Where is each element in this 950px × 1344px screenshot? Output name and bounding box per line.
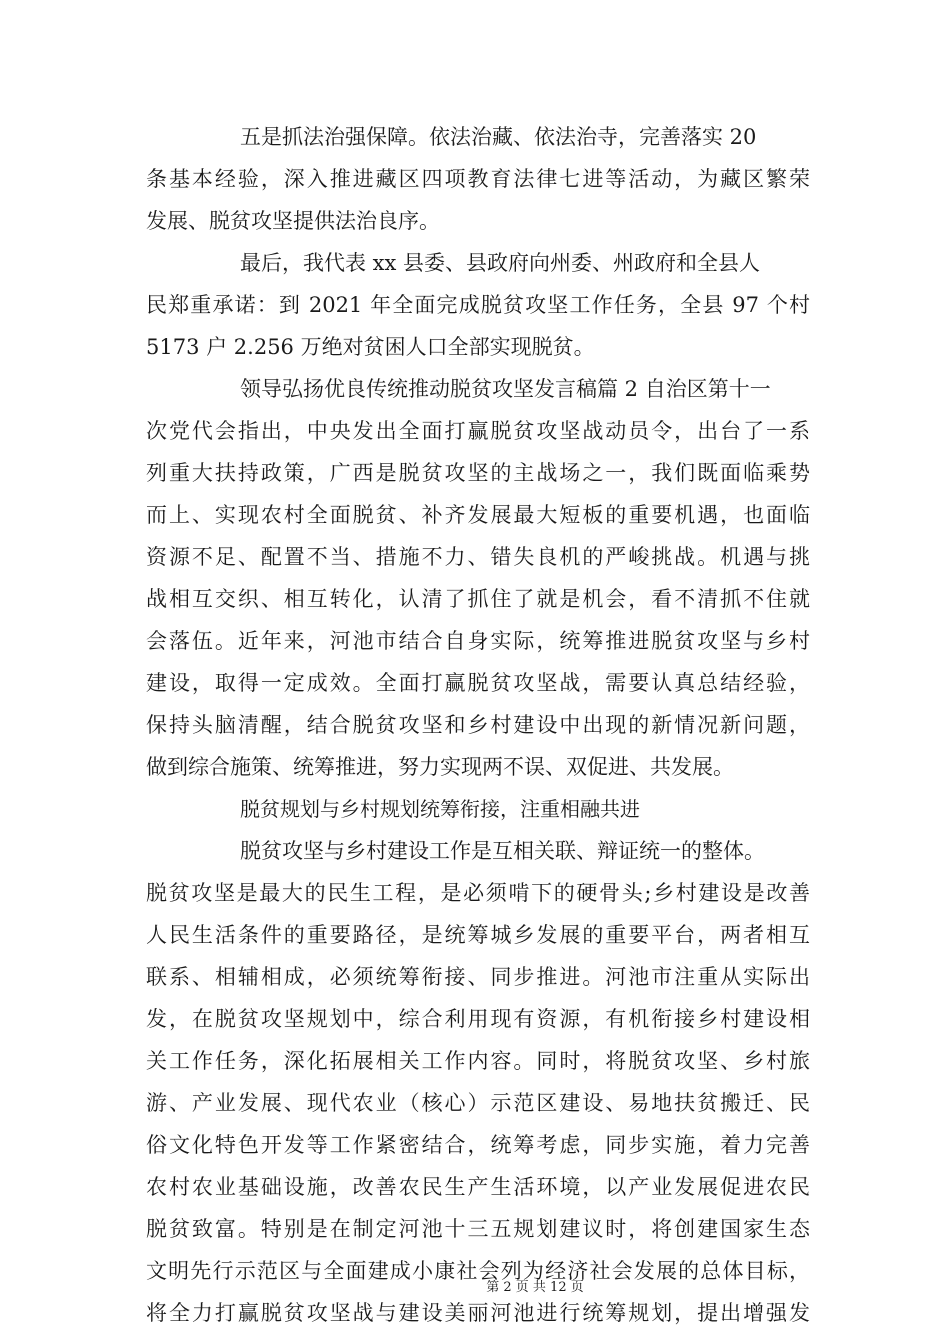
text-line: 会落伍。近年来，河池市结合自身实际，统筹推进脱贫攻坚与乡村 (146, 629, 810, 653)
text-line: 脱贫致富。特别是在制定河池十三五规划建议时，将创建国家生态 (146, 1217, 810, 1241)
text-line: 最后，我代表 xx 县委、县政府向州委、州政府和全县人 (240, 251, 761, 275)
text-line: 5173 户 2.256 万绝对贫困人口全部实现脱贫。 (146, 335, 595, 359)
text-line: 联系、相辅相成，必须统筹衔接、同步推进。河池市注重从实际出 (146, 965, 810, 989)
text-line: 关工作任务，深化拓展相关工作内容。同时，将脱贫攻坚、乡村旅 (146, 1049, 810, 1073)
text-line: 将全力打赢脱贫攻坚战与建设美丽河池进行统筹规划，提出增强发 (146, 1301, 810, 1325)
text-line: 脱贫攻坚与乡村建设工作是互相关联、辩证统一的整体。 (240, 839, 765, 863)
text-line: 俗文化特色开发等工作紧密结合，统筹考虑，同步实施，着力完善 (146, 1133, 810, 1157)
text-line: 民郑重承诺：到 2021 年全面完成脱贫攻坚工作任务，全县 97 个村 (146, 293, 810, 317)
page-number: 第 2 页 共 12 页 (486, 1280, 584, 1295)
section-heading: 脱贫规划与乡村规划统筹衔接，注重相融共进 (240, 797, 640, 821)
body-text (146, 116, 810, 1334)
text-line: 保持头脑清醒，结合脱贫攻坚和乡村建设中出现的新情况新问题， (146, 713, 810, 737)
text-line: 资源不足、配置不当、措施不力、错失良机的严峻挑战。机遇与挑 (146, 545, 810, 569)
text-line: 文明先行示范区与全面建成小康社会列为经济社会发展的总体目标， (146, 1259, 810, 1283)
text-line: 农村农业基础设施，改善农民生产生活环境，以产业发展促进农民 (146, 1175, 810, 1199)
text-line: 条基本经验，深入推进藏区四项教育法律七进等活动，为藏区繁荣 (146, 167, 810, 191)
text-line: 游、产业发展、现代农业（核心）示范区建设、易地扶贫搬迁、民 (146, 1091, 810, 1115)
text-line: 发，在脱贫攻坚规划中，综合利用现有资源，有机衔接乡村建设相 (146, 1007, 810, 1031)
text-line: 战相互交织、相互转化，认清了抓住了就是机会，看不清抓不住就 (146, 587, 810, 611)
text-line: 做到综合施策、统筹推进，努力实现两不误、双促进、共发展。 (146, 755, 734, 779)
text-line: 次党代会指出，中央发出全面打赢脱贫攻坚战动员令，出台了一系 (146, 419, 810, 443)
text-line: 建设，取得一定成效。全面打赢脱贫攻坚战，需要认真总结经验， (146, 671, 810, 695)
text-line: 五是抓法治强保障。依法治藏、依法治寺，完善落实 20 (240, 125, 757, 149)
text-line: 列重大扶持政策，广西是脱贫攻坚的主战场之一，我们既面临乘势 (146, 461, 810, 485)
text-line: 而上、实现农村全面脱贫、补齐发展最大短板的重要机遇，也面临 (146, 503, 810, 527)
text-line: 人民生活条件的重要路径，是统筹城乡发展的重要平台，两者相互 (146, 923, 810, 947)
text-line: 脱贫攻坚是最大的民生工程，是必须啃下的硬骨头;乡村建设是改善 (146, 881, 810, 905)
text-line: 发展、脱贫攻坚提供法治良序。 (146, 209, 440, 233)
text-line: 领导弘扬优良传统推动脱贫攻坚发言稿篇 2 自治区第十一 (240, 377, 771, 401)
